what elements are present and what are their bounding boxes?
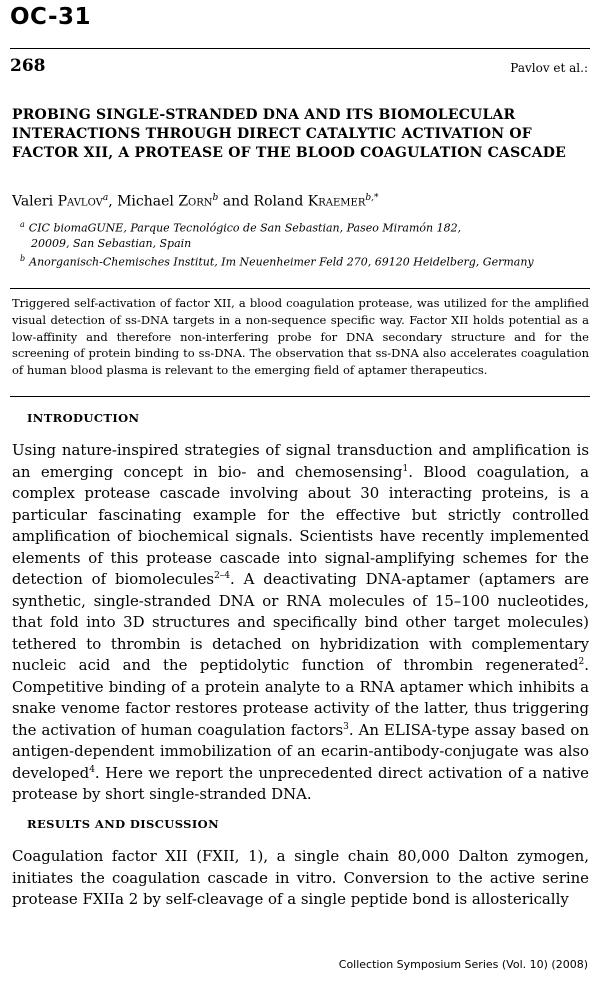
- footer-citation: Collection Symposium Series (Vol. 10) (2008): [338, 958, 588, 971]
- abstract-code: OC-31: [10, 4, 92, 30]
- affiliation-line: 20009, San Sebastian, Spain: [31, 236, 192, 250]
- author-surname: Pavlov: [57, 193, 103, 210]
- affiliation: [20, 251, 534, 270]
- affiliation-mark: a: [102, 193, 109, 203]
- author-first-name: Valeri: [12, 193, 58, 210]
- affiliation-mark: b,*: [365, 193, 379, 203]
- section-heading-introduction: INTRODUCTION: [27, 411, 140, 425]
- citation: 3: [343, 721, 349, 732]
- affiliation-mark: a: [20, 220, 25, 229]
- affiliation-mark: b: [20, 254, 26, 263]
- citation: 1: [402, 463, 409, 474]
- page-number: 268: [10, 56, 46, 76]
- corresponding-author-mark: *: [373, 193, 379, 203]
- affiliation-mark: b: [212, 193, 219, 203]
- introduction-paragraph: Using nature-inspired strategies of signal transduction and amplification is an emerging concept in bio- and chemosensing$^1$. Blood coagulation, a complex protease cascade involving about 30 interacting proteins, is a particular fascinating example for the effective but strictly controlled amplification of biochemical signals. Scientists have recently implemented elements of this protease cascade into signal-amplifying schemes for the detection of biomolecules$^{2-4}$. A deactivating DNA-aptamer (aptamers are synthetic, single-stranded DNA or RNA molecules of 15–100 nucleotides, that fold into 3D structures and specifically bind other target molecules) tethered to thrombin is detached on hybridization with complementary nucleic acid and the peptidolytic function of thrombin regenerated$^2$. Competitive binding of a protein analyte to a RNA aptamer which inhibits a snake venome factor restores protease activity of the latter, thus triggering the activation of human coagulation factors$^3$. An ELISA-type assay based on antigen-dependent immobilization of an ecarin-antibody-conjugate was also developed$^4$. Here we report the unprecedented direct activation of a native protease by short single-stranded DNA.: [12, 441, 589, 803]
- header-rule: [10, 48, 590, 49]
- abstract-bottom-rule: [10, 396, 590, 397]
- abstract-top-rule: [10, 288, 590, 289]
- author-surname: Kraemer: [307, 193, 366, 210]
- abstract-text: Triggered self-activation of factor XII, a blood coagulation protease, was utilized for the amplified visual detection of ss-DNA targets in a non-sequence specific way. Factor XII holds potential as a low-affinity and therefore non-interfering probe for DNA secondary structure and for the screening of protein binding to ss-DNA. The observation that ss-DNA also accelerates coagulation of human blood plasma is relevant to the emerging field of aptamer therapeutics.: [12, 296, 589, 378]
- author-separator: , Michael: [108, 193, 179, 210]
- affiliation-line: CIC biomaGUNE, Parque Tecnológico de San Sebastian, Paseo Miramón 182,: [28, 221, 462, 235]
- paper-title: PROBING SINGLE-STRANDED DNA AND ITS BIOMOLECULAR INTERACTIONS THROUGH DIRECT CATALYTIC ACTIVATION OF FACTOR XII, A PROTEASE OF THE BLOOD COAGULATION CASCADE: [12, 107, 567, 161]
- section-heading-results: RESULTS AND DISCUSSION: [27, 817, 219, 831]
- affiliation-line: Anorganisch-Chemisches Institut, Im Neuenheimer Feld 270, 69120 Heidelberg, Germany: [29, 255, 534, 269]
- citation: 4: [89, 764, 95, 775]
- citation: 2–4: [214, 571, 231, 582]
- author-list: [12, 193, 378, 210]
- author-separator: and Roland: [218, 193, 308, 210]
- author-surname: Zorn: [178, 193, 213, 210]
- affiliation: [20, 217, 461, 251]
- running-head: Pavlov et al.:: [510, 61, 588, 75]
- citation: 2: [578, 657, 585, 668]
- results-paragraph: Coagulation factor XII (FXII, 1), a single chain 80,000 Dalton zymogen, initiates the coagulation cascade in vitro. Conversion to the active serine protease FXIIa 2 by self-cleavage of a single peptide bond is allosterically: [12, 847, 589, 908]
